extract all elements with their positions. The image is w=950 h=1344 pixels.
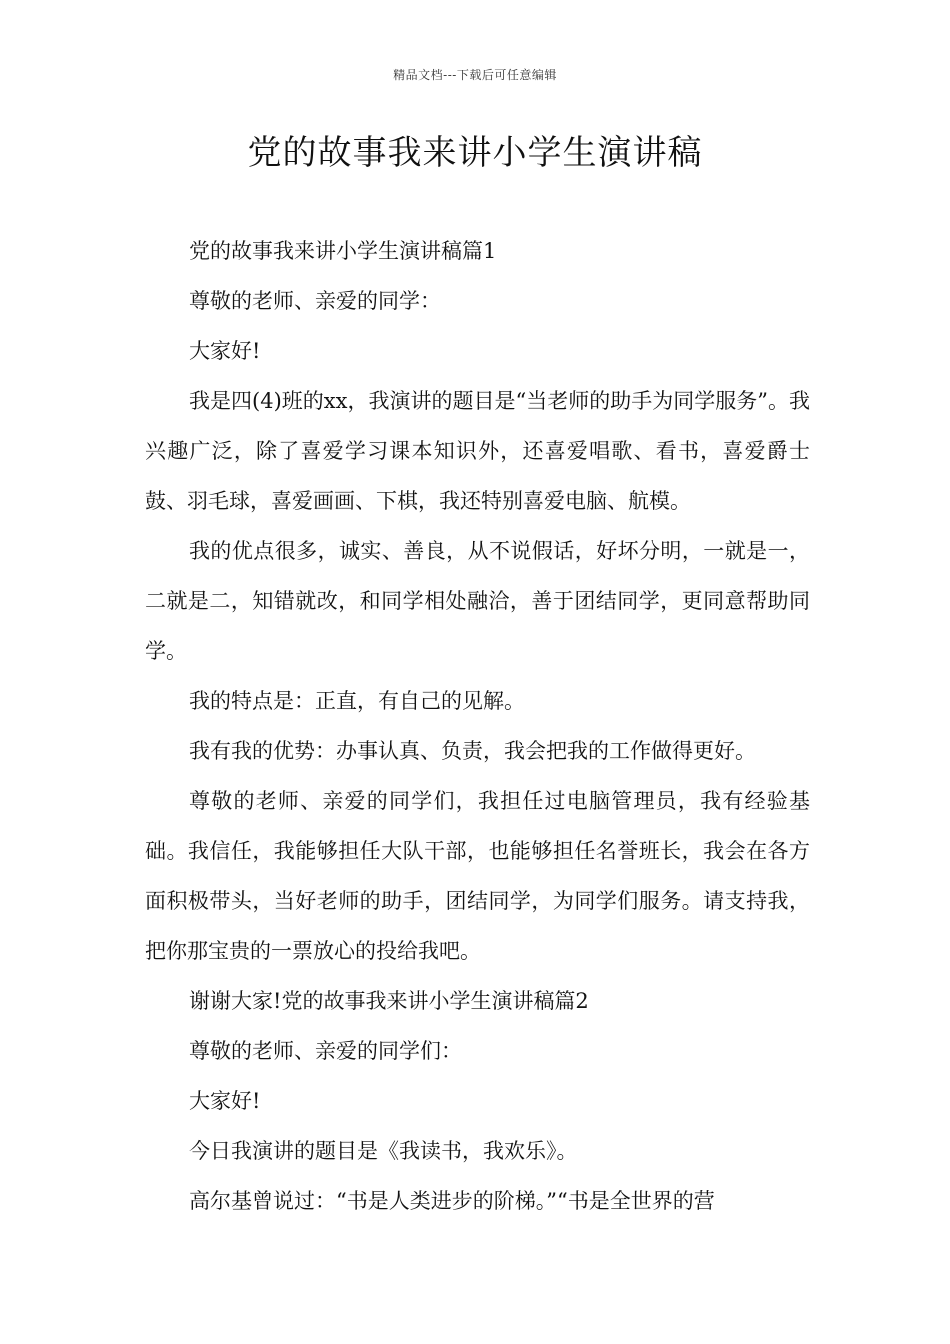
paragraph-salutation-1: 尊敬的老师、亲爱的同学： [189, 289, 441, 313]
paragraph-experience: 尊敬的老师、亲爱的同学们，我担任过电脑管理员，我有经验基础。我信任，我能够担任大队干部，也能够担任名誉班长，我会在各方面积极带头，当好老师的助手，团结同学，为同学们服务。请支持我，把你那宝贵的一票放心的投给我吧。 [145, 789, 810, 963]
document-body [145, 226, 810, 1226]
paragraph-greeting-1: 大家好! [189, 339, 261, 363]
header-note: 精品文档---下载后可任意编辑 [393, 68, 557, 82]
document-title: 党的故事我来讲小学生演讲稿 [247, 133, 703, 173]
paragraph-section-heading-2: 谢谢大家!党的故事我来讲小学生演讲稿篇2 [189, 989, 589, 1013]
paragraph-advantages: 我有我的优势：办事认真、负责，我会把我的工作做得更好。 [189, 739, 756, 763]
paragraph-section-heading-1: 党的故事我来讲小学生演讲稿篇1 [189, 239, 497, 263]
paragraph-traits: 我的特点是：正直，有自己的见解。 [189, 689, 525, 713]
paragraph-strengths: 我的优点很多，诚实、善良，从不说假话，好坏分明，一就是一，二就是二，知错就改，和同学相处融洽，善于团结同学，更同意帮助同学。 [145, 539, 810, 663]
paragraph-salutation-2: 尊敬的老师、亲爱的同学们： [189, 1039, 462, 1063]
paragraph-topic: 今日我演讲的题目是《我读书，我欢乐》。 [189, 1139, 578, 1163]
paragraph-greeting-2: 大家好! [189, 1089, 261, 1113]
paragraph-quote: 高尔基曾说过：“书是人类进步的阶梯。”“书是全世界的营 [189, 1189, 715, 1213]
paragraph-introduction: 我是四(4)班的xx，我演讲的题目是“当老师的助手为同学服务”。我兴趣广泛，除了喜爱学习课本知识外，还喜爱唱歌、看书，喜爱爵士鼓、羽毛球，喜爱画画、下棋，我还特别喜爱电脑、航模。 [145, 389, 810, 513]
